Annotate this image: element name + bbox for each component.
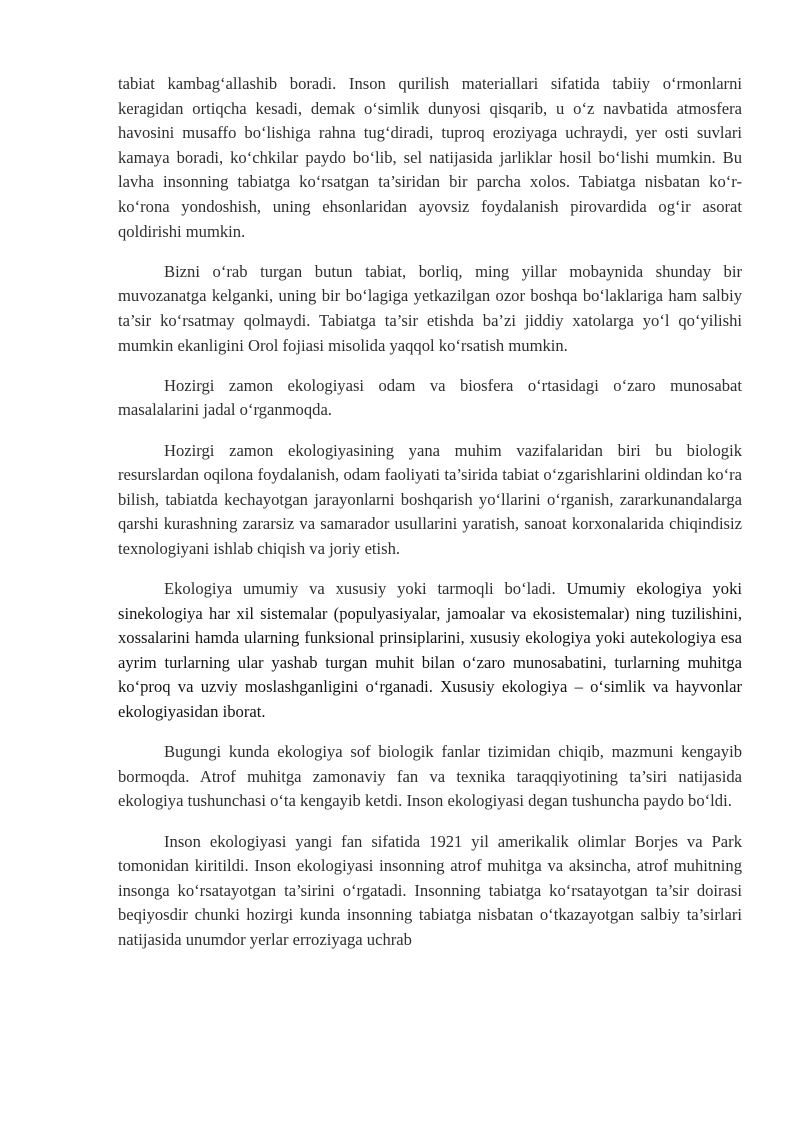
paragraph-text: Ekologiya umumiy va xususiy yoki tarmoqli bo‘ladi. [164,579,567,599]
paragraph-4 [118,439,742,562]
paragraph-5 [118,577,742,725]
paragraph-7 [118,830,742,953]
paragraph-text: tabiat kambag‘allashib boradi. Inson qurilish materiallari sifatida tabiiy o‘rmonlarni keragidan ortiqcha kesadi, demak o‘simlik dunyosi qisqarib, u o‘z navbatida atmosfera havosini musaffo bo‘lishiga rahna tug‘diradi, tuproq eroziyaga uchraydi, yer osti suvlari kamaya boradi, ko‘chkilar paydo bo‘lib, sel natijasida jarliklar hosil bo‘lishi mumkin. Bu lavha insonning tabiatga ko‘rsatgan ta’siridan bir parcha xolos. Tabiatga nisbatan ko‘r-ko‘rona yondoshish, uning ehsonlaridan ayovsiz foydalanish pirovardida og‘ir asorat qoldirishi mumkin. [118,74,742,241]
paragraph-3 [118,374,742,423]
paragraph-1 [118,72,742,244]
paragraph-text: Hozirgi zamon ekologiyasi odam va biosfera o‘rtasidagi o‘zaro munosabat masalalarini jadal o‘rganmoqda. [118,375,742,420]
paragraph-text: Hozirgi zamon ekologiyasining yana muhim vazifalaridan biri bu biologik resurslardan oqilona foydalanish, odam faoliyati ta’sirida tabiat o‘zgarishlarini oldindan ko‘ra bilish, tabiatda kechayotgan jarayonlarni boshqarish yo‘llarini o‘rganish, zararkunandalarga qarshi kurashning zararsiz va samarador usullarini yaratish, sanoat korxonalarida chiqindisiz texnologiyani ishlab chiqish va joriy etish. [118,440,742,558]
paragraph-text: Bizni o‘rab turgan butun tabiat, borliq, ming yillar mobaynida shunday bir muvozanatga kelganki, uning bir bo‘lagiga yetkazilgan ozor boshqa bo‘laklariga ham salbiy ta’sir ko‘rsatmay qolmaydi. Tabiatga ta’sir etishda ba’zi jiddiy xatolarga yo‘l qo‘yilishi mumkin ekanligini Orol fojiasi misolida yaqqol ko‘rsatish mumkin. [118,261,742,355]
paragraph-2 [118,260,742,358]
paragraph-text: Inson ekologiyasi yangi fan sifatida 1921 yil amerikalik olimlar Borjes va Park tomonidan kiritildi. Inson ekologiyasi insonning atrof muhitga va aksincha, atrof muhitning insonga ko‘rsatayotgan ta’sirini o‘rgatadi. Insonning tabiatga ko‘rsatayotgan ta’sir doirasi beqiyosdir chunki hozirgi kunda insonning tabiatga nisbatan o‘tkazayotgan salbiy ta’sirlari natijasida unumdor yerlar erroziyaga uchrab [118,831,742,949]
document-page [118,72,742,968]
paragraph-text-emphasis: Umumiy ekologiya yoki sinekologiya har xil sistemalar (populyasiyalar, jamoalar va ekosistemalar) ning tuzilishini, xossalarini hamda ularning funksional prinsiplarini, xususiy ekologiya yoki autekologiya esa ayrim turlarning ular yashab turgan muhit bilan o‘zaro munosabatini, turlarning muhitga ko‘proq va uzviy moslashganligini o‘rganadi. Xususiy ekologiya – o‘simlik va hayvonlar ekologiyasidan iborat. [118,579,742,722]
paragraph-text: Bugungi kunda ekologiya sof biologik fanlar tizimidan chiqib, mazmuni kengayib bormoqda. Atrof muhitga zamonaviy fan va texnika taraqqiyotining ta’siri natijasida ekologiya tushunchasi o‘ta kengayib ketdi. Inson ekologiyasi degan tushuncha paydo bo‘ldi. [118,742,742,811]
paragraph-6 [118,740,742,814]
